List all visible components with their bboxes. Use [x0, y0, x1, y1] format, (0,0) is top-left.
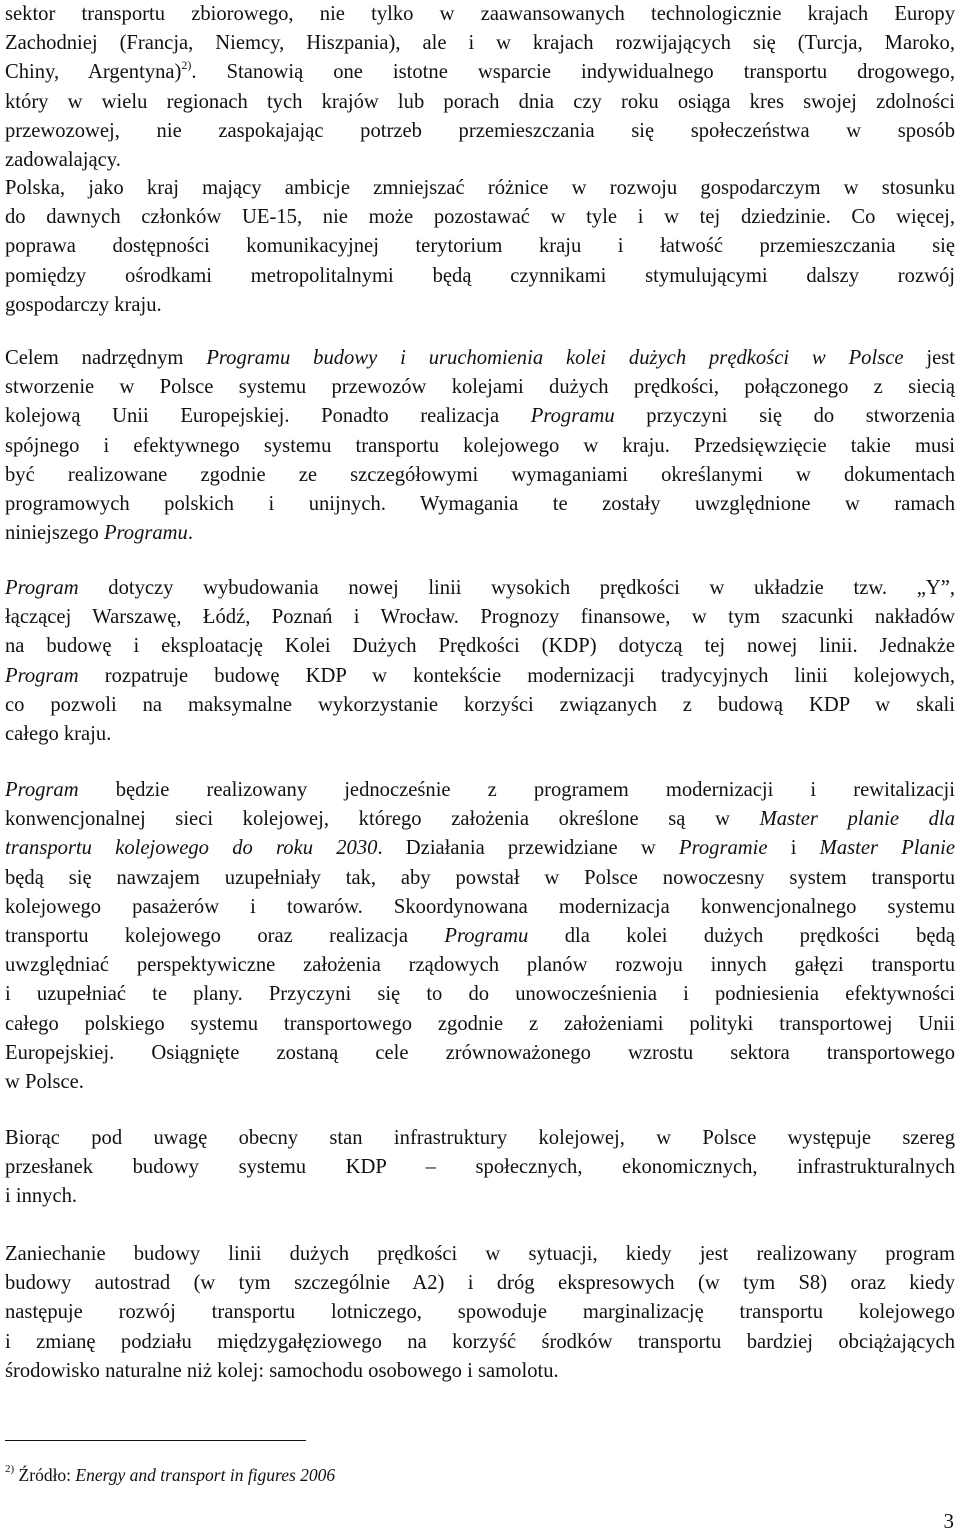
- text-run: który w wielu regionach tych krajów lub porach dnia czy roku osiąga kres swojej zdolności: [5, 90, 955, 113]
- text-line: [5, 88, 955, 117]
- text-run: na budowę i eksploatację Kolei Dużych Prędkości (KDP) dotyczą tej nowej linii. Jednakże: [5, 635, 955, 658]
- text-run: pomiędzy ośrodkami metropolitalnymi będą czynnikami stymulującymi dalszy rozwój: [5, 264, 955, 287]
- text-run: kolejową Unii Europejskiej. Ponadto realizacja: [5, 405, 531, 428]
- text-line: [5, 0, 955, 29]
- text-run: poprawa dostępności komunikacyjnej terytorium kraju i łatwość przemieszczania się: [5, 235, 955, 258]
- text-run: Zachodniej (Francja, Niemcy, Hiszpania), ale i w krajach rozwijających się (Turcja, Maroko,: [5, 32, 955, 55]
- text-run: przesłanek budowy systemu KDP – społecznych, ekonomicznych, infrastrukturalnych: [5, 1156, 955, 1179]
- text-line: [5, 632, 955, 661]
- text-run: stworzenie w Polsce systemu przewozów kolejami dużych prędkości, połączonego z siecią: [5, 376, 955, 399]
- italic-run: Master Planie: [819, 837, 955, 860]
- footnote-marker: 2): [5, 1463, 15, 1476]
- text-line: [5, 776, 955, 805]
- text-line: [5, 1357, 955, 1386]
- text-line: [5, 432, 955, 461]
- text-run: środowisko naturalne niż kolej: samochodu osobowego i samolotu.: [5, 1359, 559, 1382]
- paragraph: [5, 776, 955, 1097]
- italic-run: Programu budowy i uruchomienia kolei dużych prędkości w Polsce: [206, 347, 904, 369]
- text-run: programowych polskich i unijnych. Wymagania te zostały uwzględnione w ramach: [5, 492, 955, 515]
- text-run: uwzględniać perspektywiczne założenia rządowych planów rozwoju innych gałęzi transportu: [5, 954, 955, 977]
- text-run: Chiny, Argentyna): [5, 61, 182, 84]
- text-run: i: [767, 837, 820, 860]
- text-line: [5, 291, 955, 320]
- text-run: całego kraju.: [5, 722, 112, 745]
- text-line: [5, 1240, 955, 1269]
- text-run: . Stanowią one istotne wsparcie indywidualnego transportu drogowego,: [191, 61, 955, 84]
- text-line: [5, 262, 955, 291]
- text-line: [5, 691, 955, 720]
- text-run: przewozowej, nie zaspokajając potrzeb przemieszczania się społeczeństwa w sposób: [5, 119, 955, 142]
- footnote-source: Energy and transport in figures 2006: [75, 1465, 336, 1485]
- text-run: budowy autostrad (w tym szczególnie A2) i dróg ekspresowych (w tym S8) oraz kiedy: [5, 1272, 955, 1295]
- italic-run: Programu: [530, 405, 615, 428]
- paragraph: [5, 574, 955, 749]
- text-line: [5, 146, 955, 175]
- text-line: [5, 203, 955, 232]
- text-line: [5, 1068, 955, 1097]
- italic-run: Programu: [444, 924, 529, 947]
- text-line: [5, 1039, 955, 1068]
- text-line: [5, 1328, 955, 1357]
- text-run: zadowalający.: [5, 148, 121, 171]
- text-line: [5, 490, 955, 519]
- text-line: [5, 834, 955, 863]
- text-run: dla kolei dużych prędkości będą: [528, 924, 955, 947]
- text-line: [5, 574, 955, 603]
- italic-run: Programie: [679, 837, 768, 860]
- text-run: konwencjonalnej sieci kolejowej, którego założenia określone są w: [5, 808, 760, 831]
- text-line: [5, 1124, 955, 1153]
- text-line: [5, 232, 955, 261]
- paragraph: [5, 1240, 955, 1386]
- text-run: kolejowego pasażerów i towarów. Skoordynowana modernizacja konwencjonalnego systemu: [5, 895, 955, 918]
- text-run: spójnego i efektywnego systemu transportu kolejowego w kraju. Przedsięwzięcie takie musi: [5, 434, 955, 457]
- text-run: następuje rozwój transportu lotniczego, spowoduje marginalizację transportu kolejowego: [5, 1301, 955, 1324]
- text-run: będą się nawzajem uzupełniały tak, aby powstał w Polsce nowoczesny system transportu: [5, 866, 955, 889]
- text-run: Europejskiej. Osiągnięte zostaną cele zrównoważonego wzrostu sektora transportowego: [5, 1041, 955, 1064]
- text-run: i uzupełniać te plany. Przyczyni się to do unowocześnienia i podniesienia efektywności: [5, 983, 955, 1006]
- text-line: [5, 951, 955, 980]
- text-run: co pozwoli na maksymalne wykorzystanie korzyści związanych z budową KDP w skali: [5, 693, 955, 716]
- italic-run: transportu kolejowego do roku 2030: [5, 837, 378, 860]
- paragraph: [5, 174, 955, 320]
- text-line: [5, 519, 955, 548]
- text-run: dotyczy wybudowania nowej linii wysokich prędkości w układzie tzw. „Y”,: [78, 577, 955, 599]
- text-run: transportu kolejowego oraz realizacja: [5, 924, 445, 947]
- text-line: [5, 864, 955, 893]
- text-line: [5, 174, 955, 203]
- text-run: w Polsce.: [5, 1070, 84, 1093]
- text-run: .: [187, 522, 193, 545]
- text-line: [5, 1298, 955, 1327]
- text-line: [5, 461, 955, 490]
- text-line: [5, 29, 955, 58]
- text-line: [5, 1269, 955, 1298]
- text-line: [5, 922, 955, 951]
- footnote-reference: 2): [181, 57, 192, 72]
- text-line: [5, 402, 955, 431]
- text-run: całego polskiego systemu transportowego zgodnie z założeniami polityki transportowej Unii: [5, 1012, 955, 1035]
- italic-run: Programu: [103, 522, 188, 545]
- paragraph: [5, 0, 955, 175]
- text-run: gospodarczy kraju.: [5, 293, 162, 316]
- text-line: [5, 373, 955, 402]
- footnote-label: Źródło:: [18, 1465, 72, 1485]
- text-line: [5, 1182, 955, 1211]
- text-run: Biorąc pod uwagę obecny stan infrastruktury kolejowej, w Polsce występuje szereg: [5, 1127, 955, 1149]
- footnote-separator: [5, 1440, 306, 1441]
- text-run: rozpatruje budowę KDP w kontekście modernizacji tradycyjnych linii kolejowych,: [78, 664, 955, 687]
- footnote: [5, 1463, 335, 1487]
- text-run: Polska, jako kraj mający ambicje zmniejszać różnice w rozwoju gospodarczym w stosunku: [5, 177, 955, 199]
- text-line: [5, 980, 955, 1009]
- italic-run: Program: [5, 779, 79, 801]
- text-run: przyczyni się do stworzenia: [614, 405, 955, 428]
- text-run: łączącej Warszawę, Łódź, Poznań i Wrocław. Prognozy finansowe, w tym szacunki nakładów: [5, 606, 955, 629]
- text-run: . Działania przewidziane w: [377, 837, 680, 860]
- text-run: sektor transportu zbiorowego, nie tylko w zaawansowanych technologicznie krajach Europy: [5, 3, 955, 25]
- text-run: do dawnych członków UE-15, nie może pozostawać w tyle i w tej dziedzinie. Co więcej,: [5, 206, 955, 229]
- text-line: [5, 603, 955, 632]
- text-line: [5, 58, 955, 87]
- text-line: [5, 1153, 955, 1182]
- italic-run: Master planie dla: [759, 808, 955, 831]
- text-line: [5, 720, 955, 749]
- text-run: być realizowane zgodnie ze szczegółowymi wymaganiami określanymi w dokumentach: [5, 463, 955, 486]
- paragraph: [5, 1124, 955, 1212]
- text-line: [5, 117, 955, 146]
- page-number: 3: [943, 1509, 954, 1533]
- text-line: [5, 893, 955, 922]
- italic-run: Program: [5, 664, 79, 687]
- paragraph: [5, 344, 955, 548]
- text-line: [5, 1010, 955, 1039]
- text-run: jest: [903, 347, 955, 369]
- text-line: [5, 344, 955, 373]
- italic-run: Program: [5, 577, 79, 599]
- text-line: [5, 662, 955, 691]
- text-run: Celem nadrzędnym: [5, 347, 207, 369]
- text-run: będzie realizowany jednocześnie z programem modernizacji i rewitalizacji: [78, 779, 955, 801]
- text-run: niniejszego: [5, 522, 104, 545]
- text-run: i zmianę podziału międzygałęziowego na korzyść środków transportu bardziej obciążających: [5, 1330, 955, 1353]
- text-run: Zaniechanie budowy linii dużych prędkości w sytuacji, kiedy jest realizowany program: [5, 1243, 955, 1265]
- text-line: [5, 805, 955, 834]
- text-run: i innych.: [5, 1185, 78, 1208]
